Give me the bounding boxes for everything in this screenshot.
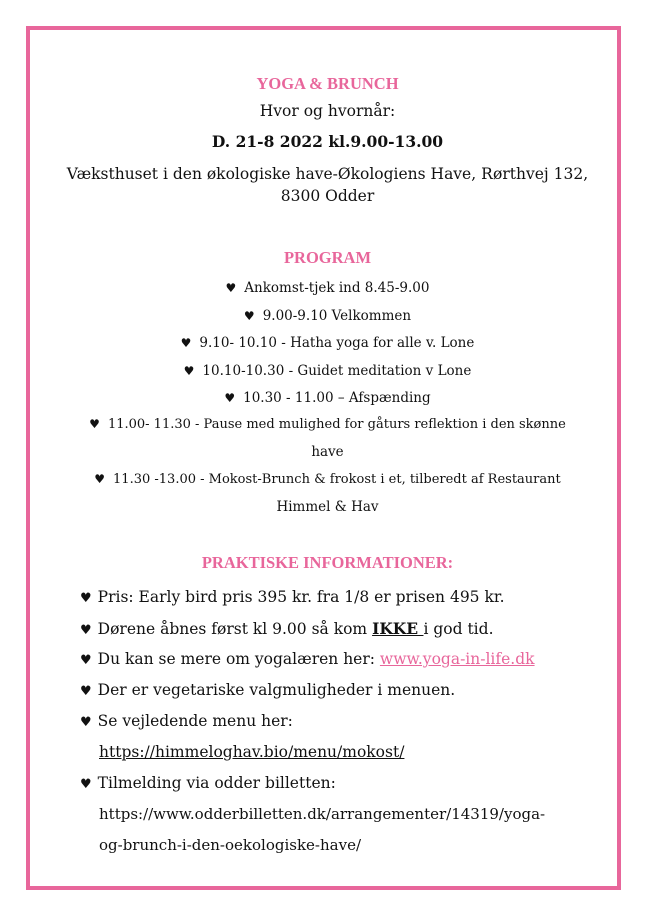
signup-link-line-2[interactable]: og-brunch-i-den-oekologiske-have/ [99,836,361,854]
program-item-text: 10.30 - 11.00 – Afspænding [243,390,431,406]
signup-link-line-1[interactable]: https://www.odderbilletten.dk/arrangementer/14319/yoga- [99,805,546,823]
heart-bullet-icon: ♥ [80,623,92,638]
menu-text: Se vejledende menu her: [97,712,293,730]
event-date: D. 21-8 2022 kl.9.00-13.00 [211,132,444,151]
program-item-text: 9.10- 10.10 - Hatha yoga for alle v. Lone [199,335,475,351]
menu-link[interactable]: https://himmeloghav.bio/menu/mokost/ [99,743,405,761]
info-menu [80,712,293,730]
heart-bullet-icon: ♥ [183,364,195,378]
program-item [30,335,625,351]
info-signup [80,774,336,792]
program-item-text: 9.00-9.10 Velkommen [262,308,412,324]
poster-frame [26,26,621,890]
program-item [30,308,625,324]
info-heading: PRAKTISKE INFORMATIONER: [201,553,454,572]
doors-text-end: i god tid. [423,620,494,638]
heart-bullet-icon: ♥ [94,472,106,486]
program-item-continuation: have [311,444,344,460]
program-item-text: 10.10-10.30 - Guidet meditation v Lone [202,363,472,379]
program-item-text: 11.00- 11.30 - Pause med mulighed for gåturs reflektion i den skønne [107,417,566,432]
yoga-link[interactable]: www.yoga-in-life.dk [379,650,535,668]
program-item-text: Ankomst-tjek ind 8.45-9.00 [244,280,430,296]
doors-emphasis: IKKE [372,619,424,638]
program-heading: PROGRAM [283,248,372,267]
where-when-label: Hvor og hvornår: [259,102,396,120]
doors-text: Dørene åbnes først kl 9.00 så kom [97,620,373,638]
heart-bullet-icon: ♥ [80,777,92,792]
location-line-1: Væksthuset i den økologiske have-Økologiens Have, Rørthvej 132, [66,165,589,183]
heart-bullet-icon: ♥ [80,591,92,606]
signup-text: Tilmelding via odder billetten: [97,774,336,792]
heart-bullet-icon: ♥ [180,336,192,350]
program-item [30,390,625,406]
info-price [80,588,505,606]
price-text: Pris: Early bird pris 395 kr. fra 1/8 er prisen 495 kr. [97,588,505,606]
program-item [30,472,625,487]
info-yoga [80,650,535,668]
heart-bullet-icon: ♥ [224,391,236,405]
program-item-text: 11.30 -13.00 - Mokost-Brunch & frokost i et, tilberedt af Restaurant [113,472,561,487]
yoga-text: Du kan se mere om yogalæren her: [97,650,380,668]
info-doors [80,619,494,638]
heart-bullet-icon: ♥ [80,715,92,730]
vegetarian-text: Der er vegetariske valgmuligheder i menuen. [97,681,456,699]
program-item [30,280,625,296]
program-item [30,363,625,379]
location-line-2: 8300 Odder [280,187,375,205]
heart-bullet-icon: ♥ [80,653,92,668]
heart-bullet-icon: ♥ [80,684,92,699]
program-item [30,417,625,432]
heart-bullet-icon: ♥ [225,281,237,295]
heart-bullet-icon: ♥ [89,417,100,431]
heart-bullet-icon: ♥ [243,309,255,323]
program-item-continuation: Himmel & Hav [276,499,379,515]
event-title: YOGA & BRUNCH [256,74,399,93]
info-vegetarian [80,681,455,699]
